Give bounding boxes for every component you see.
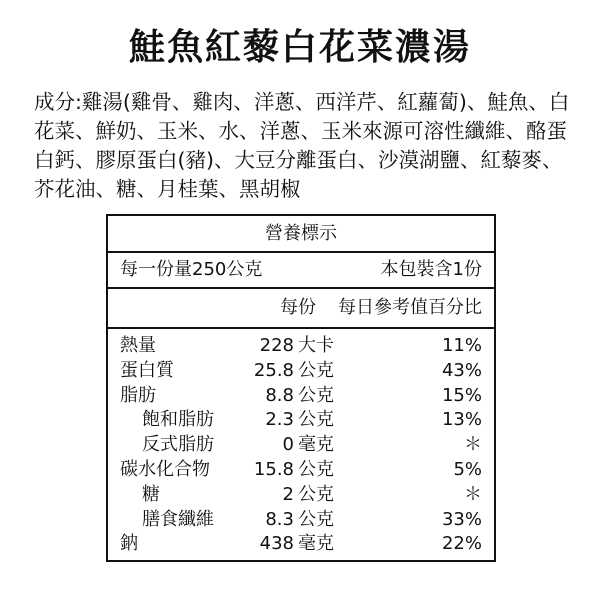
nutrient-name: 碳水化合物	[120, 458, 210, 480]
nutrient-daily-value: 5%	[453, 458, 482, 480]
nutrient-row	[108, 359, 494, 384]
ingredients-text: 成分:雞湯(雞骨、雞肉、洋蔥、西洋芹、紅蘿蔔)、鮭魚、白花菜、鮮奶、玉米、水、洋蔥、玉米來源可溶性纖維、酪蛋白鈣、膠原蛋白(豬)、大豆分離蛋白、沙漠湖鹽、紅藜麥、芥花油、糖、月桂葉、黑胡椒	[34, 90, 570, 201]
nutrient-daily-value: ＊	[464, 434, 482, 456]
nutrient-unit: 大卡	[298, 335, 334, 356]
nutrient-daily-value: 22%	[441, 533, 482, 555]
per-serving-header: 每份	[280, 297, 316, 318]
nutrient-name: 脂肪	[120, 384, 156, 406]
nutrient-amount: 25.8	[253, 359, 294, 381]
nutrient-amount: 0	[282, 434, 294, 456]
serving-size: 每一份量250公克	[120, 259, 263, 280]
nutrient-daily-value: ＊	[464, 483, 482, 505]
nutrient-daily-value: 13%	[441, 409, 482, 431]
nutrient-amount: 8.3	[265, 508, 294, 530]
nutrient-rows	[108, 334, 494, 557]
nutrient-unit: 公克	[298, 483, 334, 505]
nutrition-heading: 營養標示	[108, 216, 494, 253]
nutrient-daily-value: 11%	[441, 335, 482, 356]
product-title: 鮭魚紅藜白花菜濃湯	[128, 27, 471, 68]
nutrient-name: 熱量	[120, 335, 156, 356]
nutrient-amount: 438	[259, 533, 294, 555]
nutrient-row	[108, 334, 494, 359]
daily-value-header: 每日參考值百分比	[338, 297, 482, 318]
nutrient-name: 膳食纖維	[142, 508, 214, 530]
nutrient-amount: 2.3	[265, 409, 294, 431]
nutrient-row	[108, 433, 494, 458]
nutrient-unit: 公克	[298, 458, 334, 480]
nutrient-unit: 公克	[298, 409, 334, 431]
nutrient-amount: 2	[282, 483, 294, 505]
nutrient-unit: 毫克	[298, 434, 334, 456]
nutrient-amount: 15.8	[253, 458, 294, 480]
nutrient-unit: 公克	[298, 359, 334, 381]
nutrient-name: 飽和脂肪	[142, 409, 214, 431]
nutrient-name: 糖	[142, 483, 160, 505]
nutrient-amount: 8.8	[265, 384, 294, 406]
nutrition-facts-table	[106, 214, 496, 562]
column-header	[108, 289, 494, 329]
nutrient-name: 反式脂肪	[142, 434, 214, 456]
nutrient-row	[108, 458, 494, 483]
nutrient-daily-value: 15%	[441, 384, 482, 406]
nutrient-row	[108, 532, 494, 557]
serving-info	[108, 253, 494, 289]
nutrient-name: 鈉	[120, 533, 138, 555]
nutrient-unit: 毫克	[298, 533, 334, 555]
nutrient-name: 蛋白質	[120, 359, 174, 381]
nutrient-amount: 228	[259, 335, 294, 356]
nutrient-unit: 公克	[298, 384, 334, 406]
servings-per-package: 本包裝含1份	[380, 259, 482, 280]
nutrient-row	[108, 384, 494, 409]
nutrient-row	[108, 508, 494, 533]
nutrient-daily-value: 33%	[441, 508, 482, 530]
nutrient-row	[108, 483, 494, 508]
nutrient-row	[108, 408, 494, 433]
nutrient-unit: 公克	[298, 508, 334, 530]
nutrient-daily-value: 43%	[441, 359, 482, 381]
